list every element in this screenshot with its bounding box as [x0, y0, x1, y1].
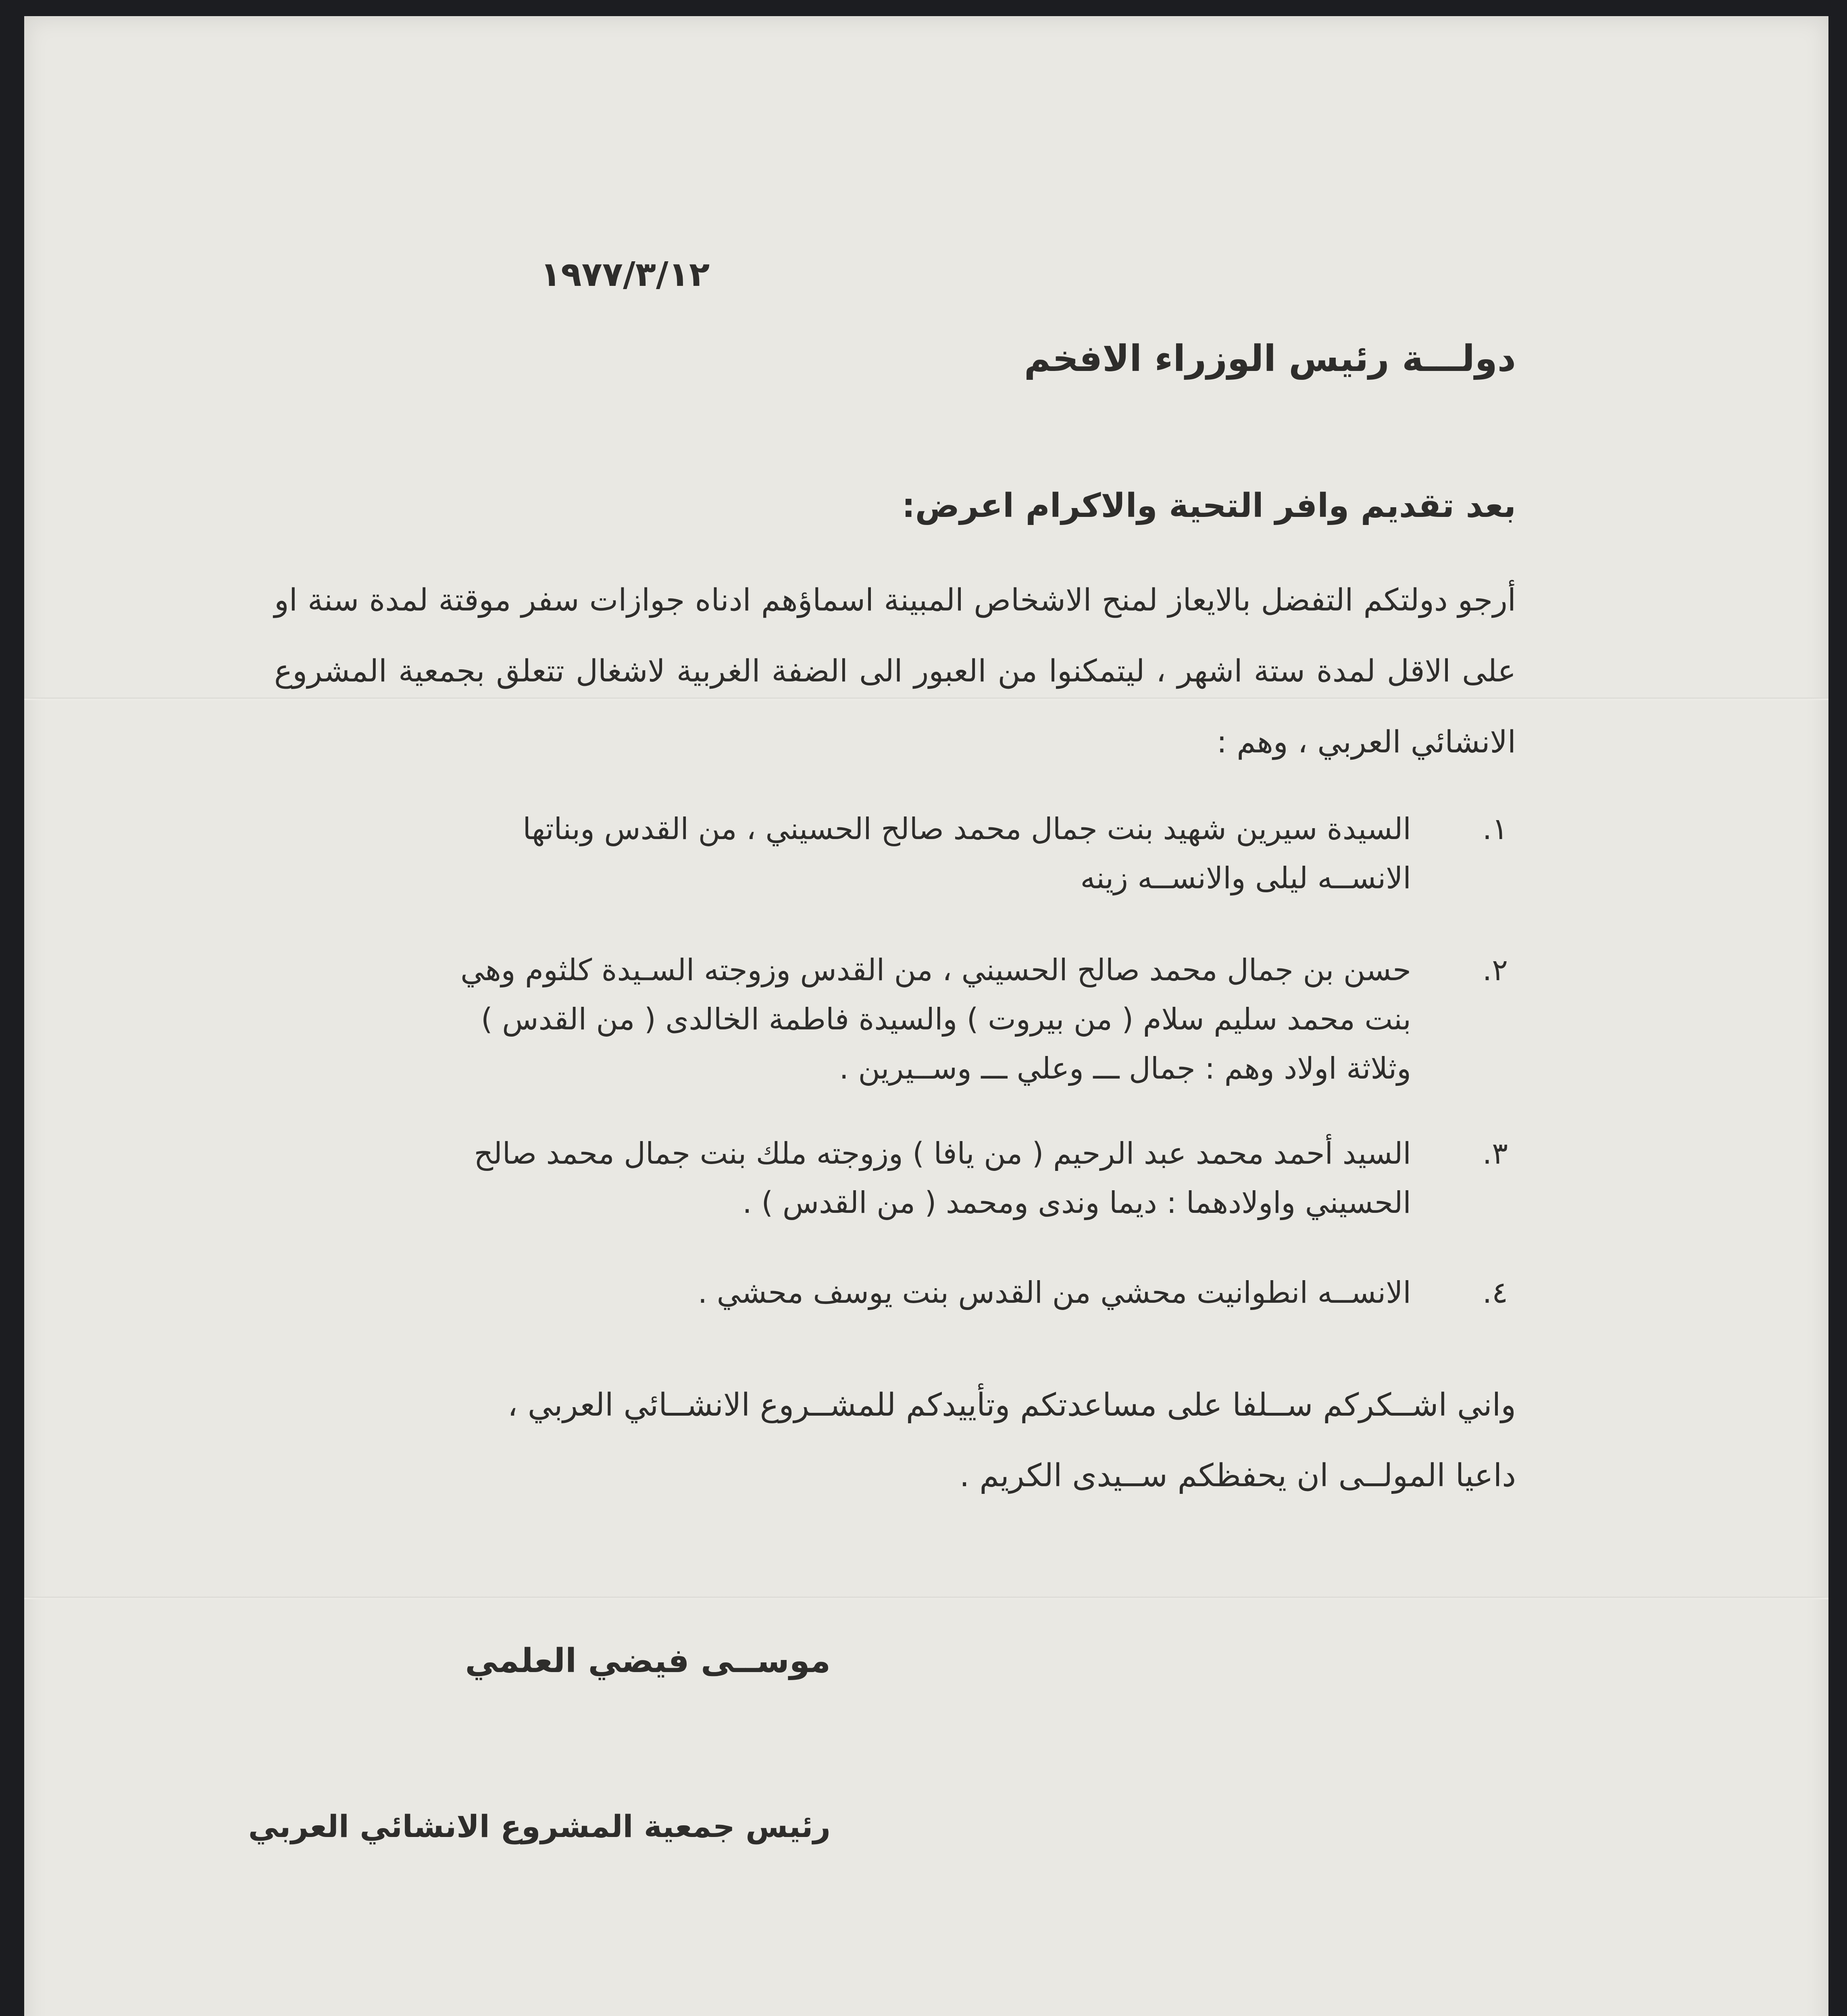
letter-thanks-line-2: داعيا المولــى ان يحفظكم ســيدى الكريم .	[959, 1458, 1516, 1494]
list-item-text: السيدة سيرين شهيد بنت جمال محمد صالح الحسيني ، من القدس وبناتها الانســه ليلى والانســه زينه	[523, 812, 1411, 896]
list-item-number: ٢.	[1482, 953, 1508, 987]
letter-date: ١٩٧٧/٣/١٢	[540, 254, 710, 294]
letter-paper	[24, 16, 1828, 2016]
list-item-text: حسن بن جمال محمد صالح الحسيني ، من القدس وزوجته السـيدة كلثوم وهي بنت محمد سليم سلام ( من بيروت ) والسيدة فاطمة الخالدى ( من القدس ) وثلاثة اولاد وهم : جمال ـــ وعلي ـــ وســيرين .	[460, 953, 1411, 1086]
list-item-number: ٣.	[1482, 1136, 1508, 1171]
letter-request-paragraph: أرجو دولتكم التفضل بالايعاز لمنح الاشخاص المبينة اسماؤهم ادناه جوازات سفر موقتة لمدة سنة او على الاقل لمدة ستة اشهر ، ليتمكنوا من العبور الى الضفة الغربية لاشغال تتعلق بجمعية المشروع الانشائي العربي ، وهم :	[274, 582, 1516, 760]
list-item-text: الانســه انطوانيت محشي من القدس بنت يوسف محشي .	[698, 1275, 1411, 1310]
list-item	[427, 804, 1516, 903]
list-item	[427, 1129, 1516, 1227]
signature-title: رئيس جمعية المشروع الانشائي العربي	[248, 1808, 831, 1844]
letter-thanks-line-1: واني اشــكركم ســلفا على مساعدتكم وتأييدكم للمشــروع الانشــائي العربي ،	[507, 1387, 1516, 1423]
paper-fold-lower	[24, 1597, 1828, 1599]
list-item	[427, 946, 1516, 1093]
list-item	[427, 1268, 1516, 1317]
list-item-number: ١.	[1482, 812, 1508, 846]
letter-greeting: بعد تقديم وافر التحية والاكرام اعرض:	[902, 487, 1516, 525]
signature-name: موســى فيضي العلمي	[465, 1642, 831, 1680]
list-item-text: السيد أحمد محمد عبد الرحيم ( من يافا ) وزوجته ملك بنت جمال محمد صالح الحسيني واولادهما : ديما وندى ومحمد ( من القدس ) .	[474, 1136, 1411, 1220]
letter-salutation: دولـــة رئيس الوزراء الافخم	[1024, 337, 1516, 380]
list-item-number: ٤.	[1482, 1275, 1508, 1310]
